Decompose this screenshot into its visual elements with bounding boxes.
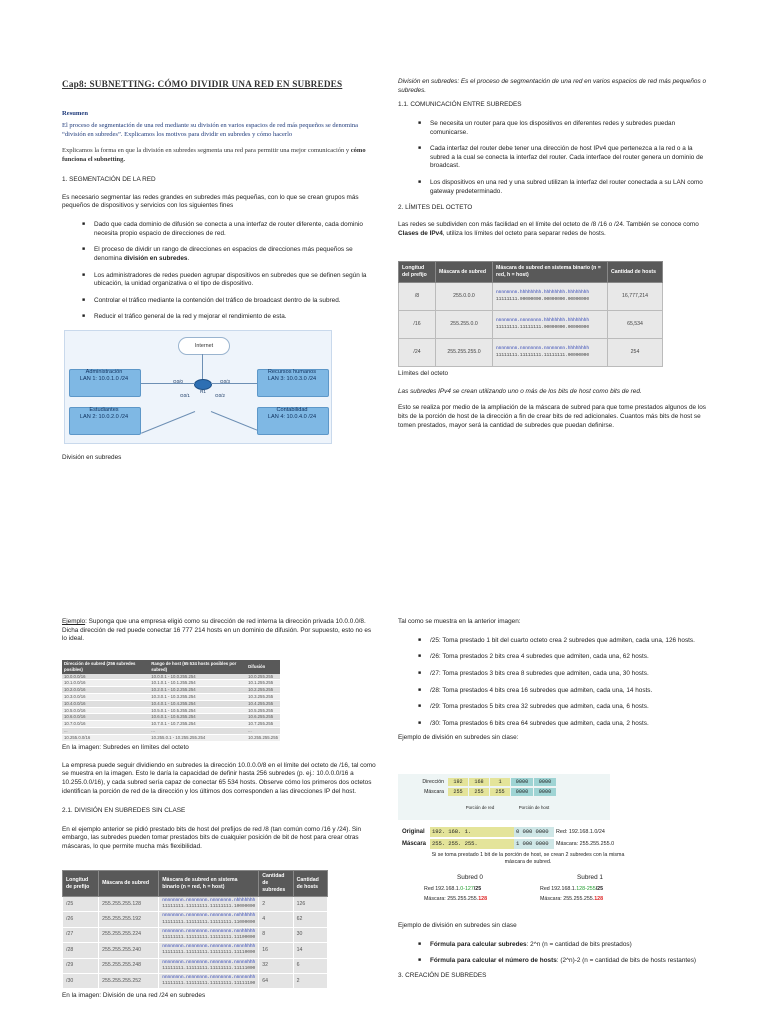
network-diagram xyxy=(64,330,332,444)
company-paragraph: La empresa puede seguir dividiendo en subredes la dirección 10.0.0.0/8 en el límite del octeto de /16, tal como se muestra en la imagen. Esto le daría la capacidad de definir hasta 256 subredes (p. ej.: 10.0.0.0/16 a 10.255.0.0/16), y cada subred sería capaz de conectar 65 534 hosts. Observe cómo los primeros dos octetos identifican la porción de red de la dirección y los últimos dos corresponden a las direcciones IP del host. xyxy=(62,761,376,795)
definition-italic: División en subredes: Es el proceso de segmentación de una red en varios espacios de red más pequeños o subredes. xyxy=(398,78,707,94)
borrow-bit-figure xyxy=(398,822,660,928)
section3-heading: 3. CREACIÓN DE SUBREDES xyxy=(398,971,487,979)
mask-octet: 0000 xyxy=(511,788,533,796)
table-row: ... ... ... xyxy=(62,727,280,734)
table-row: 10.6.0.0/16 10.6.0.1 - 10.6.255.254 10.6.255.255 xyxy=(62,714,280,721)
list-item: ■ Los administradores de redes pueden agrupar dispositivos en subredes que se definen según la ubicación, la unidad organizativa o el tipo de dispositivo. xyxy=(62,272,377,289)
list-item: ■ /25: Toma prestado 1 bit del cuarto octeto crea 2 subredes que admiten, cada una, 126 hosts. xyxy=(398,637,710,646)
lan2-label: Estudiantes LAN 2: 10.0.2.0 /24 xyxy=(79,407,129,420)
lan3-label: Recursos humanos LAN 3: 10.0.3.0 /24 xyxy=(267,369,317,382)
dir-label: Dirección xyxy=(422,779,444,785)
orig-network-octets: 192. 168. 1. xyxy=(430,827,514,837)
resumen-heading: Resumen xyxy=(62,110,89,118)
ex-table-caption: En la imagen: Subredes en límites del octeto xyxy=(62,744,189,751)
table-header: Difusión xyxy=(246,660,280,674)
formula-bullets xyxy=(398,941,710,966)
table-header: Máscara de subred en sistema binario (n = red, h = host) xyxy=(493,262,608,283)
table-row: /25 255.255.255.128 nnnnnnnn.nnnnnnnn.nnnnnnnn.nhhhhhhh 11111111.11111111.11111111.10000000 2 126 xyxy=(63,897,328,912)
table-row: 10.3.0.0/16 10.3.0.1 - 10.3.255.254 10.3.255.255 xyxy=(62,693,280,700)
subnet1-title: Subred 1 xyxy=(577,874,603,881)
table-row: /29 255.255.255.248 nnnnnnnn.nnnnnnnn.nnnnnnnn.nnnnnhhh 11111111.11111111.11111111.11111000 32 6 xyxy=(63,958,328,973)
section1-heading: 1. SEGMENTACIÓN DE LA RED xyxy=(62,176,156,184)
table-row: /27 255.255.255.224 nnnnnnnn.nnnnnnnn.nnnnnnnn.nnnhhhhh 11111111.11111111.11111111.11100000 8 30 xyxy=(63,927,328,942)
subnet0-network: Red 192.168.1.0-127/25 xyxy=(424,886,482,892)
example-paragraph: Ejemplo: Suponga que una empresa eligió como su dirección de red interna la dirección privada 10.0.0.0/8. Dicha dirección de red puede conectar 16 777 214 hosts en un dominio de difusión. Por supuesto, esto no es lo ideal. xyxy=(62,618,372,643)
orig-mask-label: Máscara: 255.255.255.0 xyxy=(556,841,615,847)
section11-heading: 1.1. COMUNICACIÓN ENTRE SUBREDES xyxy=(398,101,522,109)
left-column-bottom-mid xyxy=(62,744,377,852)
mask-octet: 0000 xyxy=(534,788,556,796)
addr-octet: 1 xyxy=(490,778,510,786)
internet-cloud: Internet xyxy=(178,337,230,355)
mask-octet: 255 xyxy=(448,788,468,796)
list-item: ■ /28: Toma prestados 4 bits crea 16 subredes que admiten, cada una, 14 hosts. xyxy=(398,687,710,696)
orig-host-bits: 0 000 0000 xyxy=(514,827,554,837)
table-row: /24 255.255.255.0 nnnnnnnn.nnnnnnnn.nnnnnnnn.hhhhhhhh 11111111.11111111.11111111.00000000 254 xyxy=(399,339,663,367)
list-item: ■ Controlar el tráfico mediante la contención del tráfico de broadcast dentro de la subred. xyxy=(62,297,377,306)
prefix-bullets xyxy=(398,637,710,729)
mask-octet: 255 xyxy=(490,788,510,796)
list-item: ■ /30: Toma prestados 6 bits crea 64 subredes que admiten, cada una, 2 hosts. xyxy=(398,720,710,729)
red-portion-label: Porción de red xyxy=(465,805,495,810)
list-item: ■ /26: Toma prestados 2 bits crea 4 subredes que admiten, cada una, 62 hosts. xyxy=(398,653,710,662)
link-line xyxy=(137,383,195,384)
intro-text: Explicamos la forma en que la división en subredes segmenta una red para permitir una mejor comunicación y xyxy=(62,147,350,155)
mask-label: Máscara xyxy=(424,789,444,795)
left-column-bottom xyxy=(62,618,377,644)
subnet-24-table xyxy=(62,870,328,989)
addr-octet: 0000 xyxy=(511,778,533,786)
mask-label: Máscara xyxy=(402,841,427,847)
section11-bullets xyxy=(398,120,710,196)
orig-label: Original xyxy=(402,829,425,835)
table-row: /8 255.0.0.0 nnnnnnnn.hhhhhhhh.hhhhhhhh.hhhhhhhh 11111111.00000000.00000000.00000000 16,777,214 xyxy=(399,283,663,311)
section1-bullets xyxy=(62,221,377,322)
table-row: 10.0.0.0/16 10.0.0.1 - 10.0.255.254 10.0.255.255 xyxy=(62,674,280,680)
table-row: /28 255.255.255.240 nnnnnnnn.nnnnnnnn.nnnnnnnn.nnnnhhhh 11111111.11111111.11111111.11110000 16 14 xyxy=(63,943,328,958)
table-row: 10.7.0.0/16 10.7.0.1 - 10.7.255.254 10.7.255.255 xyxy=(62,721,280,728)
diagram-caption: División en subredes xyxy=(62,454,122,461)
list-item: ■ El proceso de dividir un rango de direcciones en espacios de direcciones más pequeños se denomina división en subredes. xyxy=(62,246,377,263)
resumen-text: El proceso de segmentación de una red mediante su división en varios espacios de red más pequeños se denomina “división en subredes”. Explicamos los motivos para dividir en subredes y cómo hacerlo xyxy=(62,122,359,138)
router-label: R1 xyxy=(200,389,206,394)
t26-caption: En la imagen: División de una red /24 en subredes xyxy=(62,992,206,999)
borrow-paragraph: Esto se realiza por medio de la ampliación de la máscara de subred para que tome prestados algunos de los bits de la porción de host de la dirección a fin de crear bits de red adicionales. Cuantos más bits de host se tomen prestados, mayor será la cantidad de subredes que puedan definirse. xyxy=(398,404,706,429)
example-sin-clase-label: Ejemplo de división en subredes sin clase: xyxy=(398,734,519,742)
mask-network-octets: 255. 255. 255. xyxy=(430,839,514,849)
addr-octet: 168 xyxy=(469,778,489,786)
table-row: 10.4.0.0/16 10.4.0.1 - 10.4.255.254 10.4.255.255 xyxy=(62,700,280,707)
link-line xyxy=(141,411,195,434)
list-item: ■ Los dispositivos en una red y una subred utilizan la interfaz del router conectada a su LAN como gateway predeterminado. xyxy=(398,179,710,196)
table-row: /26 255.255.255.192 nnnnnnnn.nnnnnnnn.nnnnnnnn.nnhhhhhh 11111111.11111111.11111111.11000000 4 62 xyxy=(63,912,328,927)
table-header: Máscara de subred xyxy=(99,871,159,897)
table-row: 10.255.0.0/16 10.255.0.1 - 10.255.255.254 10.255.255.255 xyxy=(62,734,280,741)
port-label: G0/2 xyxy=(215,393,225,398)
list-item: ■ Fórmula para calcular el número de hosts: (2^n)-2 (n = cantidad de bits de hosts restantes) xyxy=(398,957,710,966)
list-item: ■ /29: Toma prestados 5 bits crea 32 subredes que admiten, cada una, 6 hosts. xyxy=(398,703,710,712)
italic-note: Las subredes IPv4 se crean utilizando uno o más de los bits de host como bits de red. xyxy=(398,387,642,395)
addr-octet: 192 xyxy=(448,778,468,786)
document-title: Cap8: SUBNETTING: CÓMO DIVIDIR UNA RED EN SUBREDES xyxy=(62,79,343,89)
octet-caption: Límites del octeto xyxy=(398,370,449,377)
port-label: G0/1 xyxy=(180,393,190,398)
table-header: Máscara de subred en sistema binario (n = red, h = host) xyxy=(159,871,259,897)
subnet1-network: Red 192.168.1.128-255/25 xyxy=(540,886,604,892)
subnet1-mask: Máscara: 255.255.255.128 xyxy=(540,896,604,902)
port-label: G0/3 xyxy=(220,379,230,384)
table-header: Cantidad de hosts xyxy=(608,262,663,283)
right-column-top xyxy=(398,78,710,238)
right-column-bottom-lower xyxy=(398,922,710,981)
right-column-top-lower xyxy=(398,370,710,430)
list-item: ■ Se necesita un router para que los dispositivos en diferentes redes y subredes puedan comunicarse. xyxy=(398,120,710,137)
intro-bold: cómo funciona el subnetting. xyxy=(62,147,366,163)
table-row: 10.1.0.0/16 10.1.0.1 - 10.1.255.254 10.1.255.255 xyxy=(62,680,280,687)
subnets-octet-table xyxy=(62,660,280,742)
section1-paragraph: Es necesario segmentar las redes grandes en subredes más pequeñas, con lo que se crean grupos más pequeños de dispositivos y servicios con los siguientes fines xyxy=(62,193,359,210)
table-row: /30 255.255.255.252 nnnnnnnn.nnnnnnnn.nnnnnnnn.nnnnnnhh 11111111.11111111.11111111.11111100 64 2 xyxy=(63,973,328,988)
table-header: Dirección de subred (256 subredes posibles) xyxy=(62,660,149,674)
list-item: ■ Fórmula para calcular subredes: 2^n (n = cantidad de bits prestados) xyxy=(398,941,710,950)
list-item: ■ Reducir el tráfico general de la red y mejorar el rendimiento de esta. xyxy=(62,313,377,322)
borrow-note: Si se toma prestado 1 bit de la porción de host, se crean 2 subredes con la misma máscara de subred. xyxy=(431,852,625,866)
section21-paragraph: En el ejemplo anterior se pidió prestado bits de host del prefijos de red /8 (tan común como /16 y /24). Sin embargo, las subredes pueden tomar prestados bits de cualquier posición de bit de host para crear otras máscaras, lo que permite mucha más flexibilidad. xyxy=(62,825,362,851)
octet-table xyxy=(398,261,663,367)
table-header: Rango de host (65 534 hosts posibles por subred) xyxy=(149,660,246,674)
section21-heading: 2.1. DIVISIÓN EN SUBREDES SIN CLASE xyxy=(62,807,186,815)
list-item: ■ Cada interfaz del router debe tener una dirección de host IPv4 que pertenezca a la red o a la subred a la cual se conecta la interfaz del router. Cada interface del router genera un dominio de broadcast. xyxy=(398,145,710,171)
table-header: Longitud del prefijo xyxy=(399,262,436,283)
table-header: Máscara de subred xyxy=(436,262,493,283)
address-mask-figure xyxy=(398,774,610,820)
table-row: 10.5.0.0/16 10.5.0.1 - 10.5.255.254 10.5.255.255 xyxy=(62,707,280,714)
table-header: Cantidad de hosts xyxy=(293,871,327,897)
mask-host-bits: 1 000 0000 xyxy=(514,839,554,849)
link-line xyxy=(202,354,203,380)
lan4-label: Contabilidad LAN 4: 10.0.4.0 /24 xyxy=(267,407,317,420)
left-column-top xyxy=(62,78,377,330)
right-column-bottom xyxy=(398,618,710,743)
right-intro: Tal como se muestra en la anterior imagen: xyxy=(398,618,521,625)
addr-octet: 0000 xyxy=(534,778,556,786)
table-header: Cantidad de subredes xyxy=(259,871,293,897)
mask-octet: 255 xyxy=(469,788,489,796)
lan1-label: Administración LAN 1: 10.0.1.0 /24 xyxy=(79,369,129,382)
orig-network-label: Red: 192.168.1.0/24 xyxy=(556,829,605,835)
figure-caption: Ejemplo de división en subredes sin clase xyxy=(398,922,517,929)
host-portion-label: Porción de host xyxy=(518,805,550,810)
intro-paragraph xyxy=(62,147,377,164)
table-header: Longitud de prefijo xyxy=(63,871,99,897)
subnet0-title: Subred 0 xyxy=(457,874,483,881)
table-row: /16 255.255.0.0 nnnnnnnn.nnnnnnnn.hhhhhhhh.hhhhhhhh 11111111.11111111.00000000.00000000 65,534 xyxy=(399,311,663,339)
list-item: ■ /27: Toma prestados 3 bits crea 8 subredes que admiten, cada una, 30 hosts. xyxy=(398,670,710,679)
list-item: ■ Dado que cada dominio de difusión se conecta a una interfaz de router diferente, cada dominio necesita propio espacio de direcciones de red. xyxy=(62,221,377,238)
table-row: 10.2.0.0/16 10.2.0.1 - 10.2.255.254 10.2.255.255 xyxy=(62,687,280,694)
page-bottom xyxy=(0,512,768,1024)
section2-heading: 2. LÍMITES DEL OCTETO xyxy=(398,204,473,212)
section2-paragraph: Las redes se subdividen con más facilidad en el límite del octeto de /8 /16 o /24. También se conoce como Clases de IPv4, utiliza los límites del octeto para separar redes de hosts. xyxy=(398,221,699,237)
port-label: G0/0 xyxy=(173,379,183,384)
subnet0-mask: Máscara: 255.255.255.128 xyxy=(424,896,488,902)
